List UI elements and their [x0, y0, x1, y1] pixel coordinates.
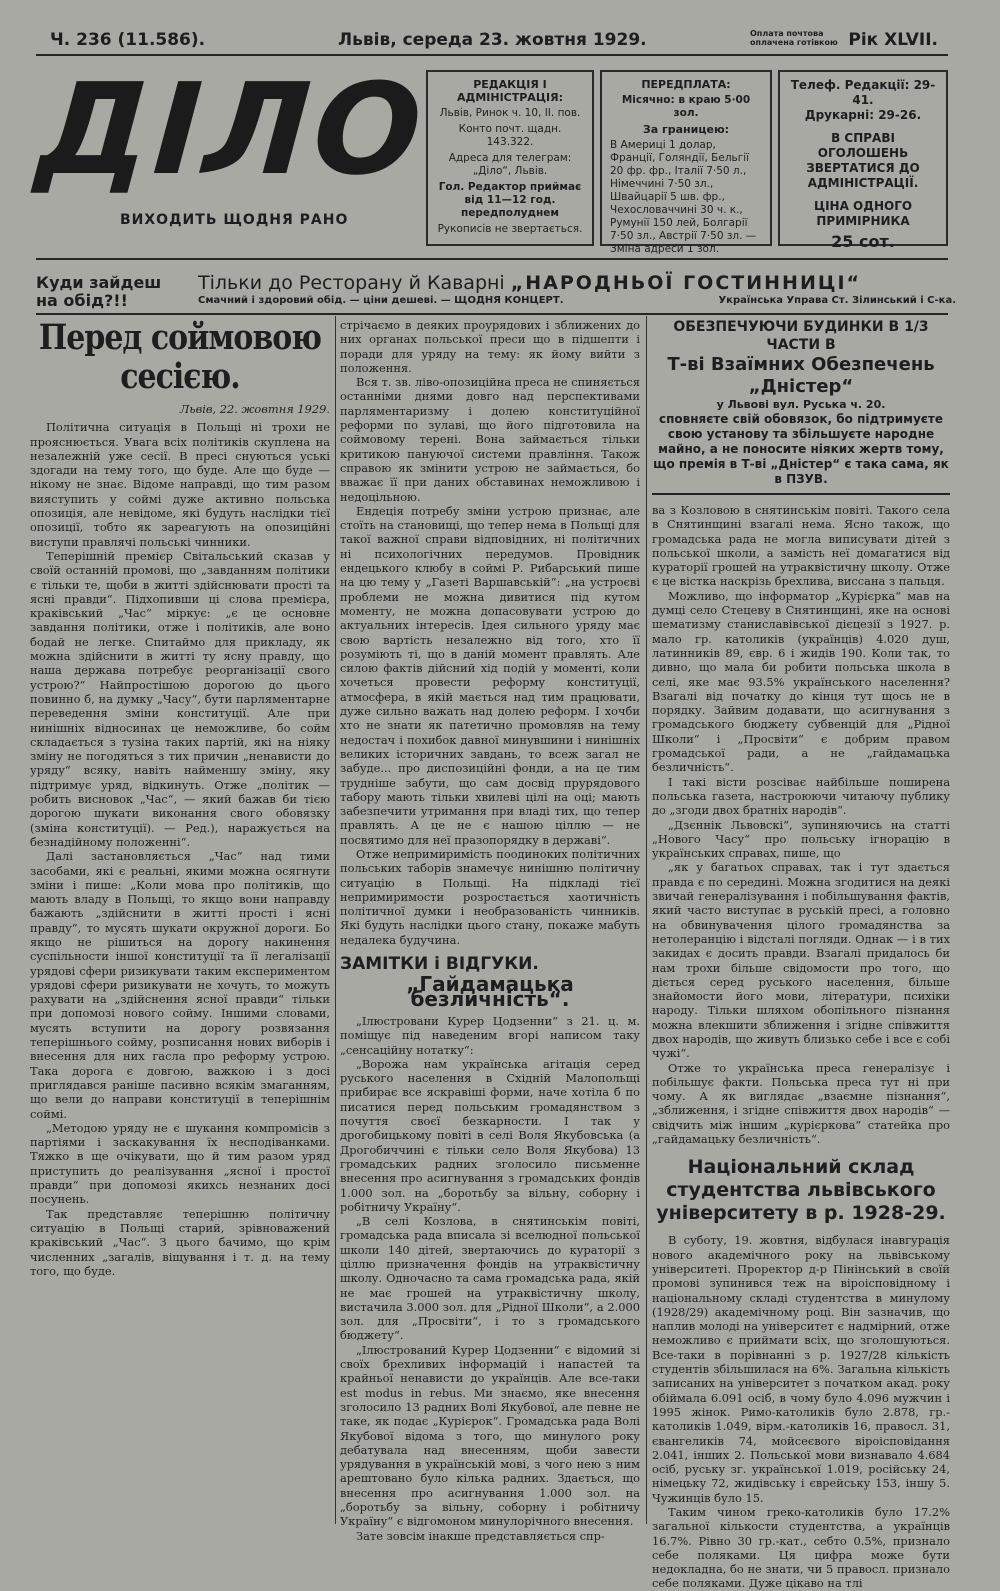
editorial-telegram: Адреса для телеграм: „Діло“, Львів.	[448, 152, 572, 177]
price-label: ЦІНА ОДНОГО ПРИМІРНИКА	[813, 199, 913, 228]
tel-redaction: Телеф. Редакції: 29-41.	[790, 78, 936, 107]
masthead-bottom-rule	[36, 258, 948, 260]
dateline: Львів, середа 23. жовтня 1929.	[338, 30, 647, 50]
col2-article-paragraph: „Ілюстровани Курер Цодзенни“ з 21. ц. м. поміщує під наведеним вгорі написом таку „сенсаційну нотатку“:	[340, 1013, 640, 1057]
restaurant-ad	[36, 270, 956, 310]
col3-paragraph: Отже то українська преса генералізує і побільшує факти. Польська преса тут ні при чому. А як виглядає „взаємне пізнання“, „зближення, і згідне співжиття двох народів“ — свідчить між іншим „курієркова“ статейка про „гайдамацьку безличність“.	[652, 1060, 950, 1147]
col3-paragraph: ва з Козловою в снятинськім повіті. Такого села в Снятинщині взагалі нема. Ясно також, що громадська рада не могла виписувати дітей з польської школи, а замість неї домагатися від кураторії грошей на утраквістичну школу. Отже є це вістка наскрізь брехлива, виссана з пальця.	[652, 503, 950, 589]
insurance-ad-line2: Т-ві Взаїмних Обезпечень „Дністер“	[667, 354, 935, 397]
editorial-heading: РЕДАКЦІЯ І АДМІНІСТРАЦІЯ:	[457, 78, 563, 104]
col2-paragraph: Вся т. зв. ліво-опозиційна преса не спиняється останніми днями довго над перспективами парляментаризму і долею конституційної реформи по зулаві, що його підготовила на соймовому терені. Вона займається тільки критикою пануючої системи правління. Також справою як змінити устрою не займається, бо вважає її при даних обставинах неможливою і недоцільною.	[340, 375, 640, 504]
lead-paragraph: Так представляє теперішню політичну ситуацію в Польщі старий, зрівноважений краківський „Час“. З цього бачимо, що крім численних „загалів, віщування і т. д. на тему того, що буде.	[30, 1206, 330, 1278]
lead-paragraph: „Методою уряду не є шукання компромісів з партіями і заскакування їх несподіванками. Тяжко в ще очікувати, що й тим разом уряд приступить до реалізування „ясної і простої правди“ при допомозі якихсь незнаних досі посунень.	[30, 1120, 330, 1207]
col2-paragraph: стрічаємо в деяких проурядових і зближених до них органах польської преси що в підшепти і поради для уряду на тему: як йому вийти з положення.	[340, 318, 640, 375]
ad-sub: Смачний і здоровий обід. — ціни дешеві. — ЩОДНЯ КОНЦЕРТ.	[198, 295, 564, 306]
subscription-monthly: Місячно: в краю 5·00 зол.	[621, 94, 751, 119]
university-article-title: Національний склад студентства львівського університету в р. 1928-29.	[656, 1156, 946, 1225]
col3-paragraph: „як у багатьох справах, так і тут здається правда є по середині. Можна згодитися на деякі звичай генералізування і побільшування фактів, який часто виступає в руській пресі, а головно на обвинувачення цілого громадянства за нетолеранцію і відсталі погляди. Однак — і в тих закидах є досить правди. Взагалі придалось би нам трохи більше свідомости про того, що діється серед руського населення, більше знайомости його мови, літератури, психіки народу. Тільки шляхом обопільного пізнання можна влекшити зближення і згідне співжиття двох народів, що живуть близько себе і все є собі чужі“.	[652, 860, 950, 1061]
tel-print: Друкарні: 29-26.	[804, 108, 922, 122]
lead-article-dateline: Львів, 22. жовтня 1929.	[179, 402, 330, 416]
subscription-heading: ПЕРЕДПЛАТА:	[641, 78, 731, 91]
tagline: ВИХОДИТЬ ЩОДНЯ РАНО	[120, 212, 349, 228]
ads-notice: В СПРАВІ ОГОЛОШЕНЬ ЗВЕРТАТИСЯ ДО АДМІНІСТРАЦІЇ.	[806, 131, 920, 190]
ad-main-name: „НАРОДНЬОЇ ГОСТИННИЦІ“	[510, 272, 862, 294]
insurance-ad-line4: сповняєте свій обовязок, бо підтримуєте свою установу та збільшуєте народне майно, а не поносите ніяких жертв тому, що премія в Т-ві „Дністер“ є така сама, як в ПЗУВ.	[653, 412, 949, 486]
col2-article-paragraph: „Ворожа нам українська агітація серед руського населення в Східній Малопольщі прибирає все яскравіші форми, наче хотіла б по писатися перед польським громадянством з почуття своєї безкарности. І так у дрогобицькому повіті в селі Воля Якубовська (а Дрогобиччині є тільки село Воля Якубова) 13 громадських радних зголосило письменне внесення про асигнування з громадських фондів 1.000 зол. на „боротьбу за вільну, соборну і робітничу Україну“.	[340, 1056, 640, 1214]
column-1	[30, 318, 330, 1278]
newspaper-logo: ДІЛО	[32, 56, 431, 203]
editorial-address: Львів, Ринок ч. 10, II. пов.	[439, 107, 581, 119]
ad-sub2: Українська Управа Ст. Зілинський і С-ка.	[718, 295, 956, 306]
price-value: 25 сот.	[831, 232, 895, 251]
subscription-abroad: В Америці 1 долар, Франції, Голяндії, Бельгії 20 фр. фр., Італії 7·50 л., Німеччині 7·50 зл., Швайцарії 5 шв. фр., Чехословаччині 30 ч. к., Румунії 150 лей, Болгарії 7·50 зл., Австрії 7·50 зл. — Зміна адреси 1 зол.	[610, 139, 757, 255]
article-title: „Гайдамацька безличність“.	[406, 972, 574, 1011]
university-paragraph: В суботу, 19. жовтня, відбулася інавгурація нового академічного року на львівському університеті. Проректор д-р Пінінський в своїй промові зупинився теж на віроісповідному і національному складі студентства в минулому (1928/29) академічному році. Він зазначив, що наплив молоді на університет є надмірний, отже неможливо є приймати всіх, що зголошуються. Все-таки в порівнанні з р. 1927/28 кількість студентів збільшилася на 6%. Загальна кількість записаних на університет з початком акад. року обіймала 6.091 осіб, в чому було 4.096 мужчин і 1995 жінок. Римо-католиків було 2.878, гр.-католиків 1.049, вірм.-католиків 16, правосл. 31, євангеликів 74, мойсеєвого віроісповідання 2.041, інших 2. Польської мови визнавало 4.684 осіб, руську зг. української 1.019, російську 24, німецьку 72, жидівську і єврейську 153, іншу 5. Чужинців було 15.	[652, 1233, 950, 1505]
editorial-manuscripts: Рукописів не звертається.	[437, 223, 583, 235]
col2-article-paragraph: „В селі Козлова, в снятинськім повіті, громадська рада вписала зі вселюдної польської школи 140 дітей, звертаючись до кураторії з ціллю призначення фондів на утраквістичну школу. Одночасно та сама громадська рада, якій не має грошей на утраквістичну школу, вистачила 3.000 зол. для „Рідної Школи“, а 2.000 зол. для „Просвіти“, і то з громадського бюджету“.	[340, 1214, 640, 1343]
lead-paragraph: Політична ситуація в Польщі ні трохи не прояснюється. Увага всіх політиків скуплена на незалежній уже сесії. В пресі снуються уські здогади на тему того, що буде. Але що буде — нікому не знає. Відоме направді, що тим разом вияступить у соймі дуже активно польська опозиція, але невідоме, які будуть наслідки тієї опозиції, тобто як зареагують на опозиційні виступи правлячі польські чинники.	[30, 420, 330, 549]
col2-paragraph: Ендеція потребу зміни устрою признає, але стоїть на становищі, що тепер нема в Польщі для такої важної справи відповідних, ні політичних ні психологічних передумов. Провідник ендецького клюбу в соймі Р. Рибарський пише на цю тему у „Газеті Варшавській“: „на устроєві проблеми не можна дивитися під кутом моменту, не можна допасовувати устрою до актуальних інтересів. Ідея сильного уряду має свою вартість незалежно від того, хто її розуміють ті, що в даній момент правлять. Але силою фактів дійсний хід подій у моменті, коли хочеться провести реформу конституції, атмосфера, в якій мається над тим працювати, дуже сильно важать над долею реформ. І хочби хто не знати як патетично промовляв на тему недостач і похибок давної минувшини і нинішніх великих історичних завдань, то всеж загал не забуде... про диспозиційні фонди, а на це тим трудніше забути, що сам досвід прурядового табору мають тільки хвилеві цілі на оці; мають забезпечити утримання при владі тих, що тепер правлять. А це не є нашою ціллю — не посвятимо для неї празопорядку в державі“.	[340, 503, 640, 847]
lead-article-title: Перед соймовою сесією.	[38, 317, 322, 398]
lead-paragraph: Далі застановляється „Час“ над тими засобами, які є реальні, якими можна осягнути зміни і пише: „Коли мова про політиків, що мають владу в Польщі, то якщо вони направду бажають „здійснити в житті прості і ясні правду“, то мусять шукати окружної дороги. Бо якщо не рішиться на дорогу накинення суспільности іншої конституції та її легалізації урядові сфери ризикувати таким експериментом урядові сфери ризикувати не хочуть, то можуть рахувати на „здійснення ясної правди“ тільки при допомозі нового сойму. Іншими словами, мусять вступити на дорогу розвязання теперішнього сойму, розписання нових виборів і внесення для них гасла про реформу устрою. Така дорога є довгою, важкою і з досі приглядався раніше пасивно всякім змаганням, що вели до направи конституції в теперішнім соймі.	[30, 849, 330, 1121]
col3-paragraph: Можливо, що інформатор „Курієрка“ мав на думці село Стецеву в Снятинщині, яке на основі шематизму станиславівської дієцезії з 1927. р. мало гр. католиків (українців) 4.020 душ, латинників 89, євр. 6 і жидів 190. Коли так, то дивно, що мала би робити польська школа в селі, яке має 93.5% українського населення? Взагалі від початку до кінця тут щось не в порядку. Зайвим додавати, що асигнування з громадського бюджету субвенцій для „Рідної Школи“ і „Просвіти“ є добрим правом громадської ради, а не „гайдамацька безличність“.	[652, 588, 950, 775]
col2-article-paragraph: „Ілюстрований Курер Цодзенни“ є відомий зі своїх брехливих інформацій і напастей та крайньої ненависти до українців. Але все-таки est modus in rebus. Ми знаємо, яке внесення зголосило 13 радних Волі Якубової, але певне не таке, як подає „Курієрок“. Громадська рада Волі Якубової відома з того, що минулого року дебатувала над внесенням, щоби завести урядування в українській мові, з чого нею з ним арештовано було кілька радних. Здається, що внесення про асигнування 1.000 зол. на „боротьбу за вільну, соборну і робітничу Україну“ є відгомоном минулорічного внесення.	[340, 1342, 640, 1529]
issue-number: Ч. 236 (11.586).	[50, 30, 206, 50]
col3-paragraph: „Дзєннік Львовскі“, зупиняючись на статті „Нового Часу“ про польську ігнорацію в українських справах, пише, що	[652, 817, 950, 861]
contact-box	[778, 70, 948, 251]
ad-question: Куди зайдеш на обід?!!	[36, 273, 162, 310]
col2-paragraph: Отже непримиримість поодиноких політичних польських таборів знамечує нинішню політичну ситуацію в Польщі. На підкладі тієї непримиримости розростається хаотичність політичної думки і необразованість чинників. Які будуть наслідки цього стану, покаже мабуть недалека будучина.	[340, 846, 640, 947]
lead-paragraph: Теперішній премієр Світальський сказав у своїй останній промові, що „завданням політики є тільки те, щоби в житті здійснювати прості та ясні правди“. Підхопивши ці слова премієра, краківський „Час“ міркує: „є це основне завдання політики, отже і політиків, але воно бодай не легке. Спитаймо для прикладу, як можна здійснити в житті ту ясну правду, що наша держава потребує реорганізації свого устрою?“ Найпростішою дорогою до цього повинно б, на думку „Часу“, бути парляментарне переведення зміни конституції. Але при нинішніх відносинах це неможливе, бо сойм складається з тузіна таких партій, які на ніяку зміну не погодяться з тих причин „ненависти до уряду“ всяку, навіть найменшу зміну, яку підтримує уряд, відкинуть. Отже „політик — робить висновок „Час“, — який бажав би тією дорогою шукати виконання свого обовязку (зміна конституції). — Ред.), наражується на безнадійному положенні“.	[30, 548, 330, 849]
ad-main	[198, 272, 861, 294]
ad-main-prefix: Тільки до Ресторану й Каварні	[198, 272, 505, 294]
university-paragraph: Таким чином греко-католиків було 17.2% загальної кількости студентства, а українців 16.7%. Рівно 30 гр.-кат., себто 0.5%, признало себе поляками. Ця цифра може бути недокладна, бо не знати, чи 5 правосл. признало себе поляками. Дуже цікаво на тлі	[652, 1505, 950, 1591]
column-2	[340, 318, 640, 1543]
column-3	[652, 318, 950, 1591]
editorial-box	[426, 70, 594, 246]
masthead-topline	[50, 28, 938, 52]
col2-article-paragraph: Зате зовсім інакше представляється спр-	[356, 1528, 605, 1543]
ad-rule	[36, 313, 948, 315]
col3-paragraph: І такі вісти розсіває найбільше поширена польська газета, настроюючи читаючу публику до „згоди двох братніх народів“.	[652, 774, 950, 818]
postal-note: Оплата почтова оплачена готівкою	[750, 29, 838, 47]
subscription-box	[600, 70, 772, 255]
column-divider-2	[646, 316, 647, 1524]
insurance-ad-line3: у Львові вул. Руська ч. 20.	[716, 398, 886, 411]
insurance-ad-line1: ОБЕЗПЕЧУЮЧИ БУДИНКИ В 1/3 ЧАСТИ В	[673, 319, 929, 353]
column-divider-1	[335, 316, 336, 1524]
editorial-editor-hours: Гол. Редактор приймає від 11—12 год. передполуднем	[438, 181, 582, 219]
insurance-ad	[652, 318, 950, 495]
section-heading: ЗАМІТКИ і ВІДГУКИ.	[340, 954, 539, 975]
year-volume: Рік XLVII.	[848, 30, 938, 50]
subscription-abroad-heading: За границею:	[642, 123, 730, 136]
editorial-account: Конто почт. щадн. 143.322.	[458, 123, 562, 148]
